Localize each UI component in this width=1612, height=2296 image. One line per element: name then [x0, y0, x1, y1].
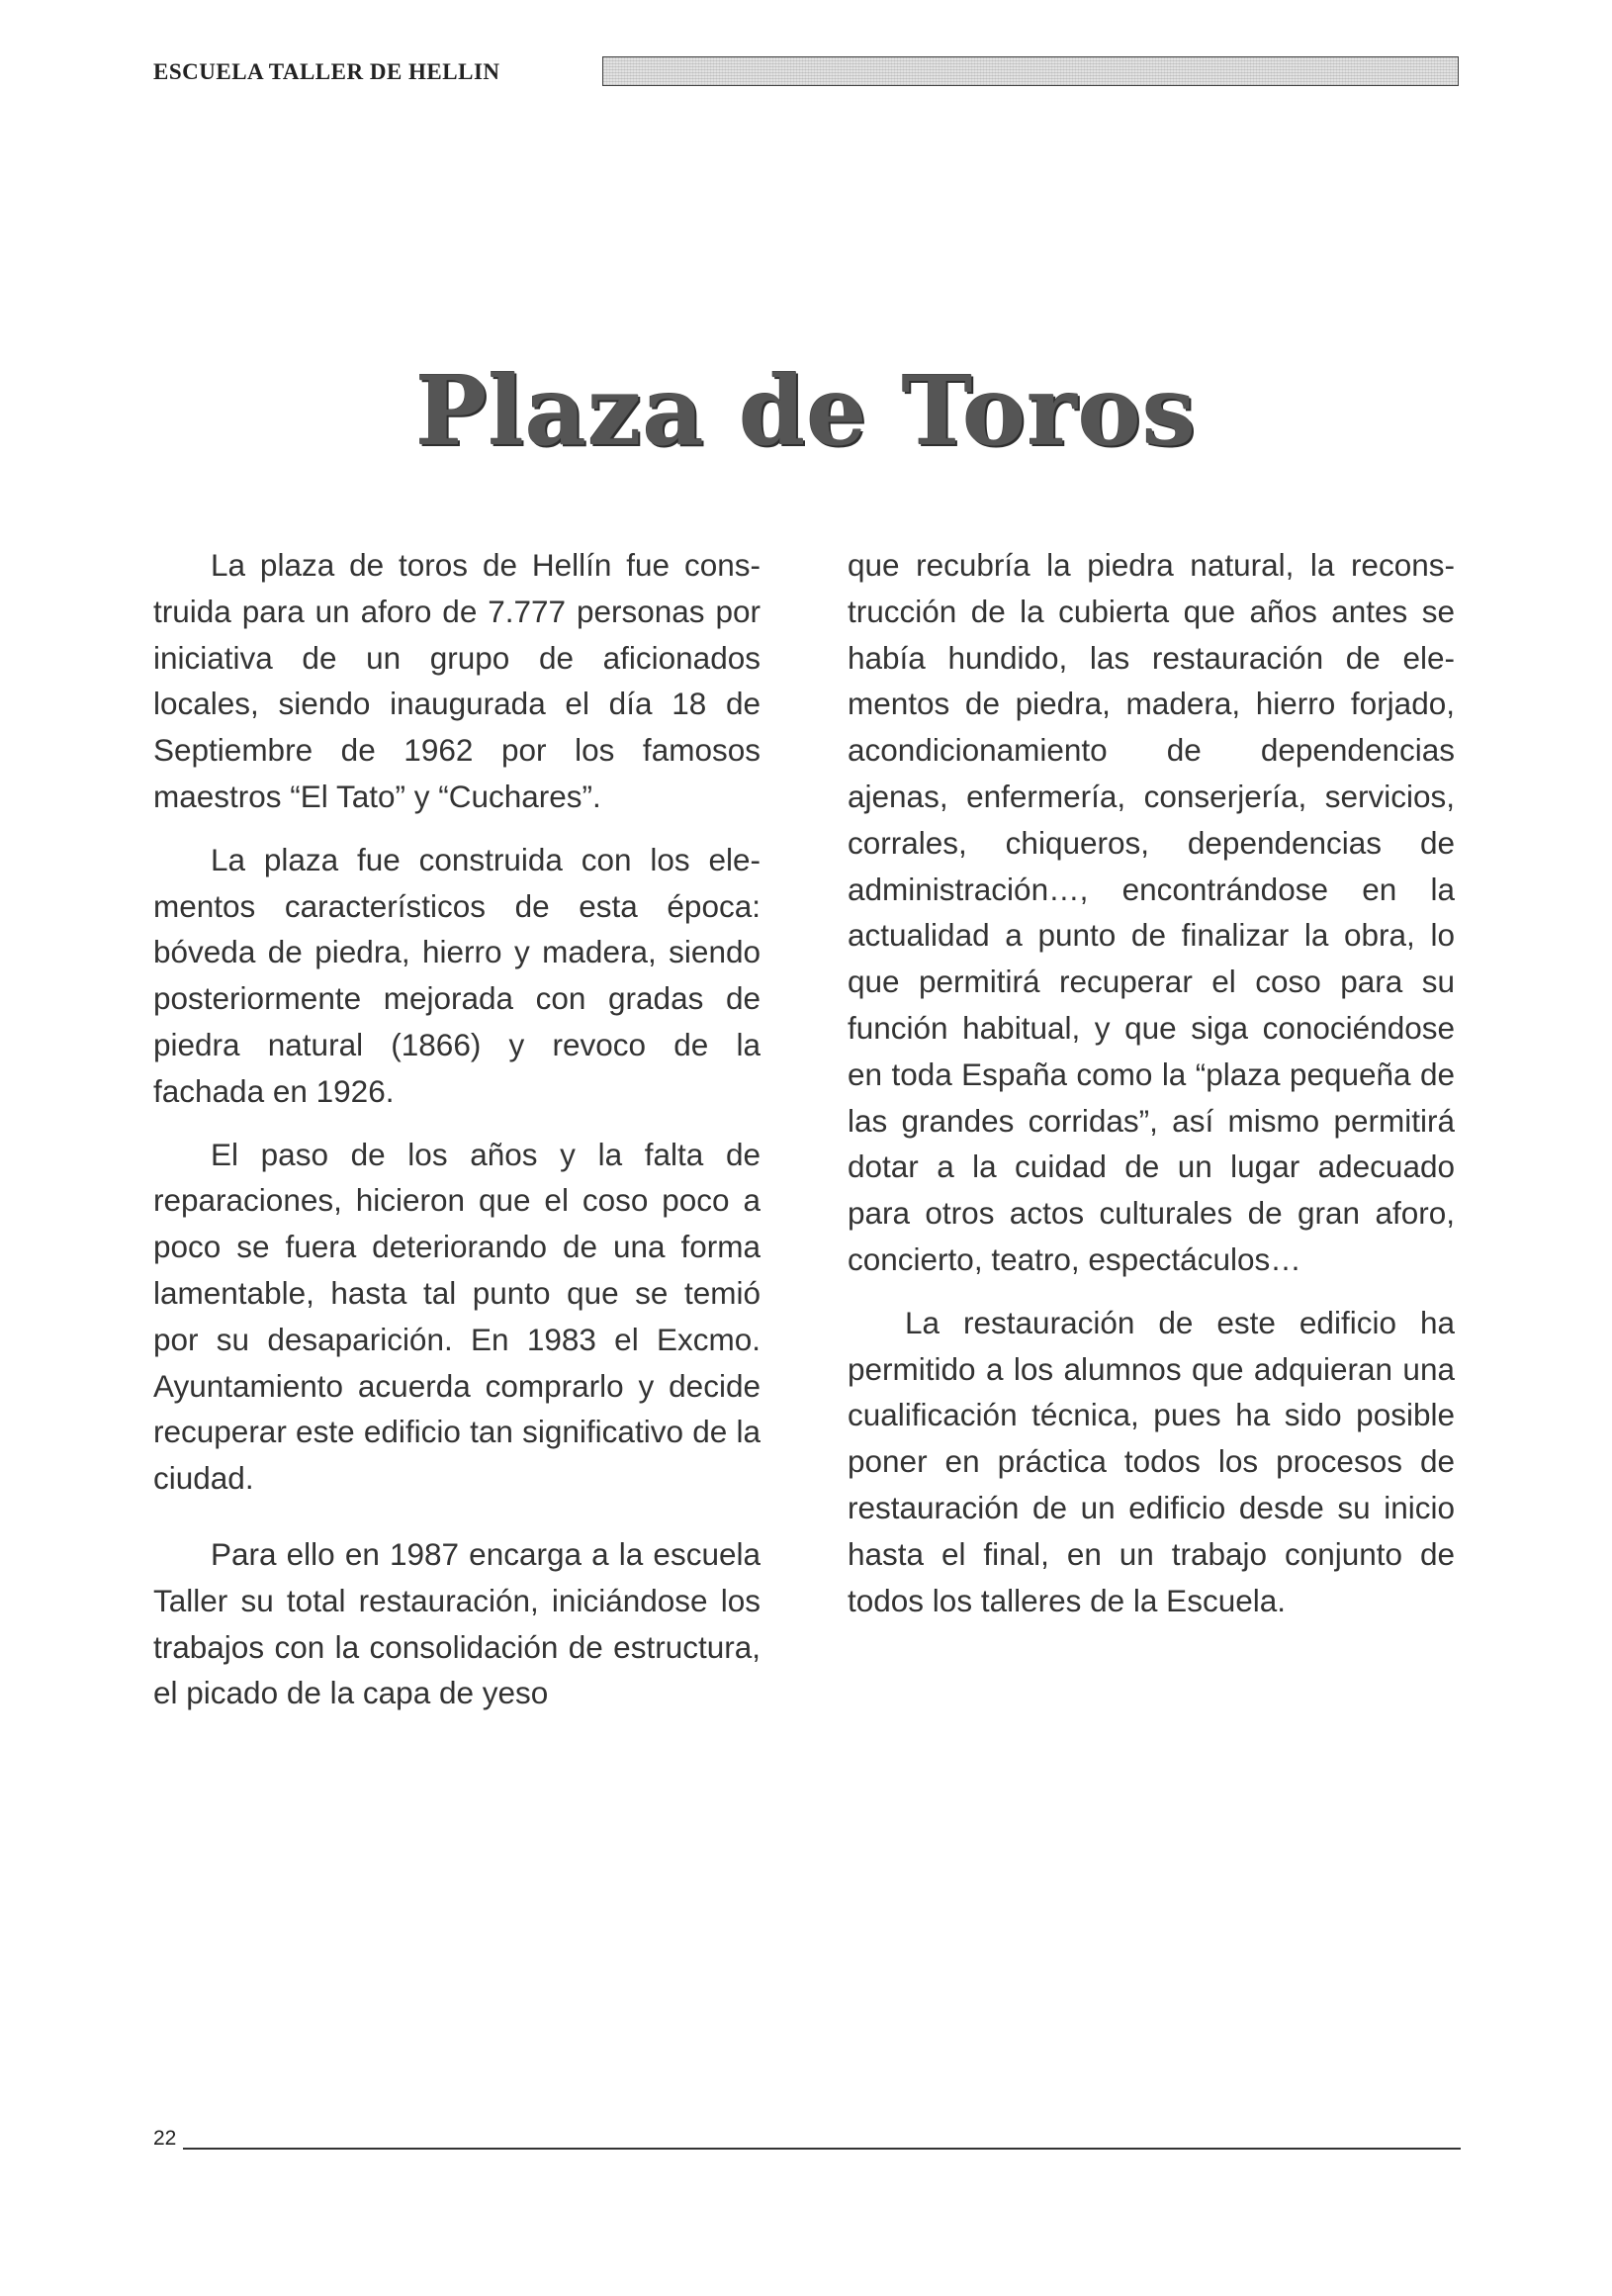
left-column: [153, 542, 761, 1733]
footer-rule: [183, 2148, 1461, 2150]
page-number: 22: [153, 2127, 177, 2150]
header-decorative-bar: [602, 56, 1459, 86]
paragraph-5: La restauración de este edificio ha permitido a los alumnos que adquieran una cualificación técnica, pues ha sido posible poner en práctica todos los procesos de restauración de un edificio desde su inicio hasta el final, en un trabajo conjunto de todos los talleres de la Escuela.: [848, 1304, 1455, 1618]
paragraph-2: La plaza fue construida con los elementos característicos de esta época: bóveda de piedra, hierro y madera, siendo posteriormente mejorada con gradas de piedra natural (1866) y revoco de la fachada en 1926.: [153, 841, 761, 1109]
running-header: [153, 55, 1461, 89]
header-title: ESCUELA TALLER DE HELLIN: [153, 59, 500, 84]
page-footer: [153, 2127, 1461, 2157]
paragraph-4: Para ello en 1987 encarga a la escuela Taller su total restauración, iniciándose los trabajos con la consolidación de estructura, el picado de la capa de yeso: [153, 1535, 761, 1711]
right-column: [848, 542, 1455, 1640]
paragraph-4-continued: que recubría la piedra natural, la reconstrucción de la cubierta que años antes se había hundido, las restauración de elementos de piedra, madera, hierro forjado, acondicionamiento de dependencias ajenas, enfermería, conserjería, servicios, corrales, chiqueros, dependencias de administración…, encontrándose en la actualidad a punto de finalizar la obra, lo que permitirá recuperar el coso para su función habitual, y que siga conociéndose en toda España como la “plaza pequeña de las grandes corridas”, así mismo permitirá dotar a la cuidad de un lugar adecuado para otros actos culturales de gran aforo, concierto, teatro, espectáculos…: [848, 547, 1455, 1277]
paragraph-3: El paso de los años y la falta de reparaciones, hicieron que el coso poco a poco se fuera deteriorando de una forma lamentable, hasta tal punto que se temió por su desaparición. En 1983 el Excmo. Ayuntamiento acuerda comprarlo y decide recuperar este edificio tan significativo de la ciudad.: [153, 1136, 761, 1497]
paragraph-1: La plaza de toros de Hellín fue construida para un aforo de 7.777 personas por iniciativa de un grupo de aficionados locales, siendo inaugurada el día 18 de Septiembre de 1962 por los famosos maestros “El Tato” y “Cuchares”.: [153, 547, 761, 814]
article-title: Plaza de Toros: [415, 355, 1197, 468]
